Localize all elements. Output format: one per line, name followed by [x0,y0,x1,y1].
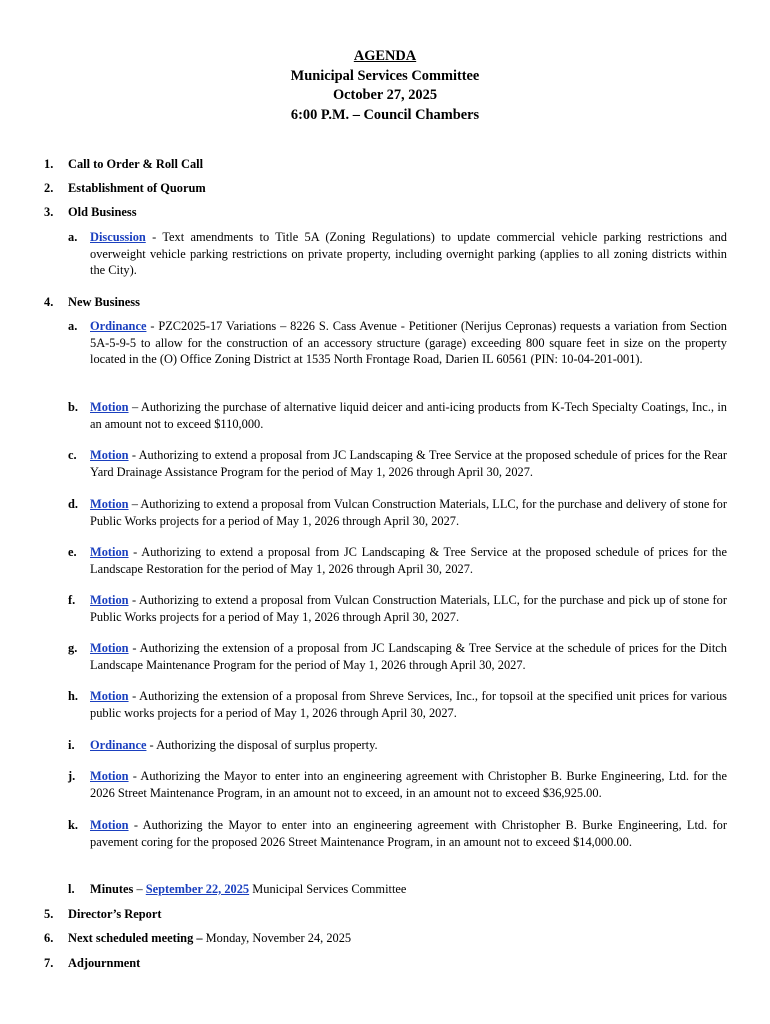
item-letter: l. [68,882,75,896]
item-body [90,592,727,625]
agenda-item-4l [68,881,727,898]
agenda-item-4j [68,768,727,801]
item-body [90,447,727,480]
next-meeting-date: Monday, November 24, 2025 [202,931,352,945]
item-letter: k. [68,818,78,832]
item-text: - Authorizing to extend a proposal from Vulcan Construction Materials, LLC, for the purchase and pick up of stone for Public Works projects for a period of May 1, 2026 through April 30, 2027. [90,593,727,624]
section-number: 3. [44,205,54,219]
item-body [90,399,727,432]
section-number: 2. [44,181,54,195]
section-next-meeting [44,930,351,947]
item-text: - Authorizing the extension of a proposal from Shreve Services, Inc., for topsoil at the specified unit prices for various public works projects for a period of May 1, 2026 through April 30, 2027. [90,689,727,720]
section-title: Next scheduled meeting – [68,931,203,945]
item-text: – Authorizing to extend a proposal from Vulcan Construction Materials, LLC, for the purchase and delivery of stone for Public Works projects for a period of May 1, 2026 through April 30, 2027. [90,497,727,528]
item-text: - Authorizing to extend a proposal from JC Landscaping & Tree Service at the proposed schedule of prices for the Rear Yard Drainage Assistance Program for the period of May 1, 2026 through April 30, 2027. [90,448,727,479]
item-body [90,817,727,850]
item-letter: c. [68,448,77,462]
motion-link[interactable]: Motion [90,769,129,783]
item-body [90,640,727,673]
section-title: Adjournment [68,956,141,970]
section-number: 5. [44,907,54,921]
item-body [90,318,727,368]
agenda-item-4d [68,496,727,529]
item-letter: i. [68,738,75,752]
item-body [90,688,727,721]
motion-link[interactable]: Motion [90,593,129,607]
item-text: - Authorizing to extend a proposal from JC Landscaping & Tree Service at the proposed schedule of prices for the Landscape Restoration for the period of May 1, 2026 through April 30, 2027. [90,545,727,576]
item-body [90,496,727,529]
item-text: - Text amendments to Title 5A (Zoning Regulations) to update commercial vehicle parking restrictions and overweight vehicle parking restrictions on private property, including overnight parking (applies to all zoning districts within the City). [90,230,727,278]
section-title: Director’s Report [68,907,162,921]
agenda-item-4h [68,688,727,721]
discussion-link[interactable]: Discussion [90,230,146,244]
item-letter: a. [68,230,78,244]
item-letter: e. [68,545,77,559]
item-text: - Authorizing the Mayor to enter into an engineering agreement with Christopher B. Burke Engineering, Ltd. for pavement coring for the proposed 2026 Street Maintenance Program, in an amount not to exceed $14,000.00. [90,818,727,849]
section-title: Establishment of Quorum [68,181,206,195]
item-letter: b. [68,400,78,414]
committee-name: Municipal Services Committee [290,67,480,84]
section-call-to-order [44,156,203,173]
item-text: - Authorizing the disposal of surplus property. [146,738,378,752]
minutes-date-link[interactable]: September 22, 2025 [145,882,250,896]
section-new-business [44,294,140,311]
agenda-item-4c [68,447,727,480]
item-text: - Authorizing the Mayor to enter into an engineering agreement with Christopher B. Burke Engineering, Ltd. for the 2026 Street Maintenance Program, in an amount not to exceed, in an amount not to exceed $36,925.00. [90,769,727,800]
item-letter: d. [68,497,78,511]
item-letter: j. [68,769,76,783]
item-text: Municipal Services Committee [249,882,407,896]
item-body [90,544,727,577]
agenda-header [0,47,770,125]
motion-link[interactable]: Motion [90,400,129,414]
meeting-time-place: 6:00 P.M. – Council Chambers [290,106,480,123]
motion-link[interactable]: Motion [90,818,129,832]
section-title: New Business [68,295,140,309]
motion-link[interactable]: Motion [90,448,129,462]
item-text: - PZC2025-17 Variations – 8226 S. Cass Avenue - Petitioner (Nerijus Cepronas) requests a variation from Section 5A-5-9-5 to allow for the construction of an accessory structure (garage) exceeding 800 square feet in size on the property located in the (O) Office Zoning District at 1535 North Frontage Road, Darien IL 60561 (PIN: 10-04-201-001). [90,319,727,367]
section-title: Call to Order & Roll Call [68,157,204,171]
section-number: 7. [44,956,54,970]
item-body [90,768,727,801]
item-text: - Authorizing the extension of a proposal from JC Landscaping & Tree Service at the schedule of prices for the Ditch Landscape Maintenance Program for the period of May 1, 2026 through April 30, 2027. [90,641,727,672]
agenda-item-4g [68,640,727,673]
minutes-label: Minutes [90,882,134,896]
agenda-item-4i [68,737,727,754]
ordinance-link[interactable]: Ordinance [90,319,147,333]
agenda-item-4f [68,592,727,625]
section-adjournment [44,955,140,972]
motion-link[interactable]: Motion [90,641,129,655]
agenda-item-4a [68,318,727,368]
item-letter: h. [68,689,78,703]
minutes-dash: – [133,882,146,896]
item-body [90,881,727,898]
section-number: 4. [44,295,54,309]
item-letter: f. [68,593,76,607]
item-letter: a. [68,319,78,333]
motion-link[interactable]: Motion [90,545,129,559]
motion-link[interactable]: Motion [90,497,129,511]
section-title: Old Business [68,205,137,219]
item-body [90,737,727,754]
meeting-date: October 27, 2025 [332,87,438,104]
agenda-item-4k [68,817,727,850]
motion-link[interactable]: Motion [90,689,129,703]
agenda-item-4b [68,399,727,432]
item-body [90,229,727,279]
ordinance-link[interactable]: Ordinance [90,738,147,752]
agenda-item-3a [68,229,727,279]
agenda-item-4e [68,544,727,577]
item-letter: g. [68,641,78,655]
section-number: 1. [44,157,54,171]
agenda-title: AGENDA [353,48,417,64]
item-text: – Authorizing the purchase of alternative liquid deicer and anti-icing products from K-Tech Specialty Coatings, Inc., in an amount not to exceed $110,000. [90,400,727,431]
section-old-business [44,204,137,221]
section-quorum [44,180,206,197]
section-directors-report [44,906,161,923]
section-number: 6. [44,931,54,945]
